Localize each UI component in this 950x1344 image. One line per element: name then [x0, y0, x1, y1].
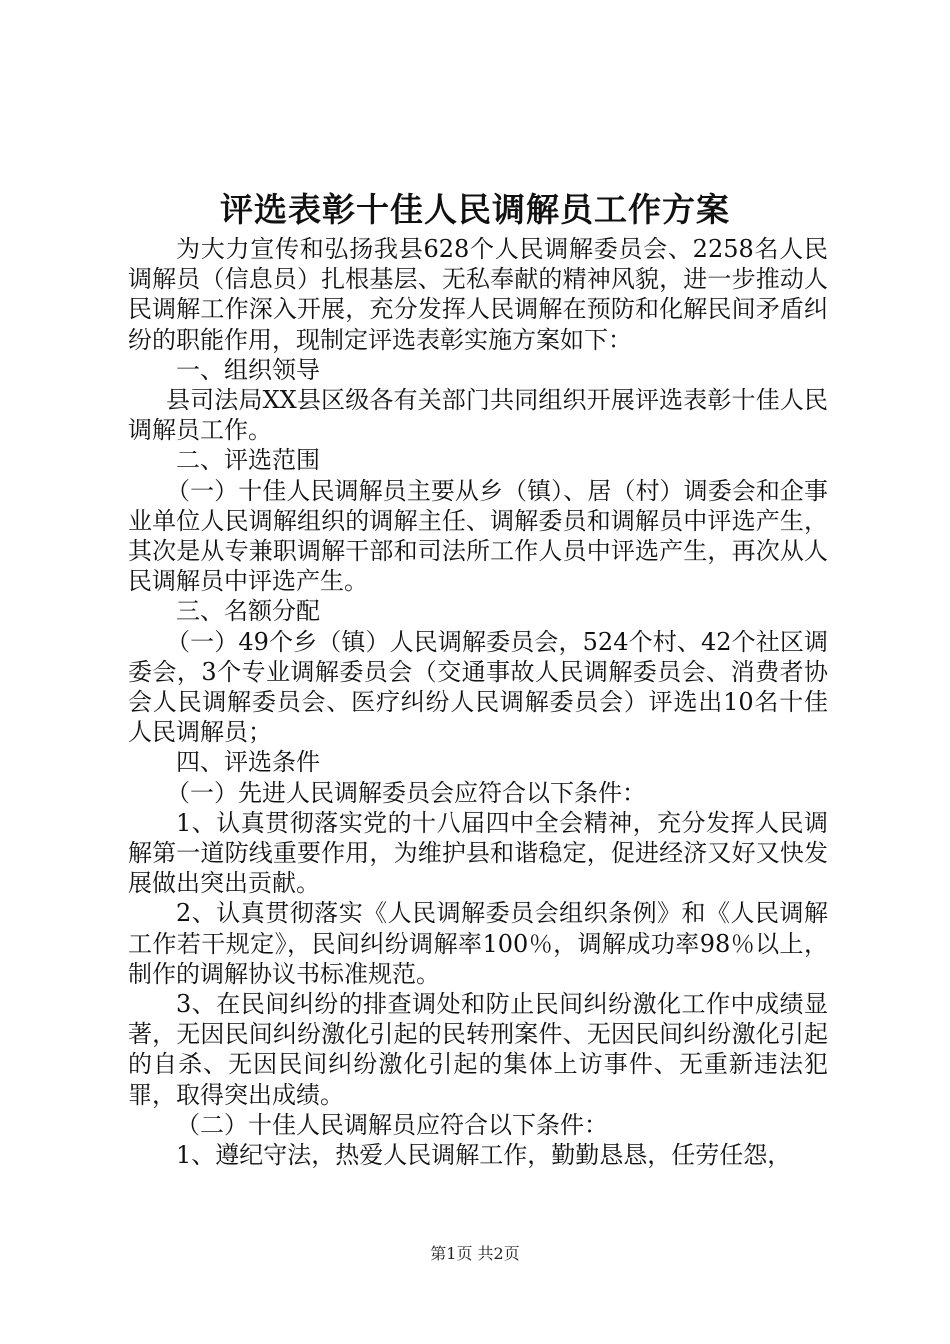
page-footer: 第1页 共2页: [430, 1244, 520, 1263]
section-heading-2: 二、评选范围: [176, 446, 320, 475]
paragraph-organization: 县司法局XX县区级各有关部门共同组织开展评选表彰十佳人民调解员工作。: [128, 386, 828, 445]
condition-item-3: 3、在民间纠纷的排查调处和防止民间纠纷激化工作中成绩显著，无因民间纠纷激化引起的民转刑案件、无因民间纠纷激化引起的自杀、无因民间纠纷激化引起的集体上访事件、无重新违法犯罪，取得突出成绩。: [128, 990, 828, 1109]
section-heading-4: 四、评选条件: [176, 748, 320, 777]
document-body: [128, 234, 828, 1170]
subsection-heading-mediator: （二）十佳人民调解员应符合以下条件：: [176, 1110, 608, 1139]
document-title: 评选表彰十佳人民调解员工作方案: [220, 190, 730, 229]
intro-paragraph: 为大力宣传和弘扬我县628个人民调解委员会、2258名人民调解员（信息员）扎根基层、无私奉献的精神风貌，进一步推动人民调解工作深入开展，充分发挥人民调解在预防和化解民间矛盾纠纷的职能作用，现制定评选表彰实施方案如下：: [128, 235, 828, 354]
paragraph-quota: （一）49个乡（镇）人民调解委员会，524个村、42个社区调委会，3个专业调解委员会（交通事故人民调解委员会、消费者协会人民调解委员会、医疗纠纷人民调解委员会）评选出10名十佳人民调解员；: [128, 627, 828, 747]
section-heading-1: 一、组织领导: [176, 355, 320, 384]
paragraph-scope: （一）十佳人民调解员主要从乡（镇）、居（村）调委会和企事业单位人民调解组织的调解主任、调解委员和调解员中评选产生，其次是从专兼职调解干部和司法所工作人员中评选产生，再次从人民调解员中评选产生。: [128, 476, 828, 596]
subsection-heading-committee: （一）先进人民调解委员会应符合以下条件：: [166, 778, 646, 807]
condition-item-2: 2、认真贯彻落实《人民调解委员会组织条例》和《人民调解工作若干规定》，民间纠纷调解率100％，调解成功率98％以上，制作的调解协议书标准规范。: [128, 899, 828, 988]
section-heading-3: 三、名额分配: [176, 597, 320, 626]
mediator-condition-item-1: 1、遵纪守法，热爱人民调解工作，勤勤恳恳，任劳任怨，: [176, 1141, 792, 1170]
condition-item-1: 1、认真贯彻落实党的十八届四中全会精神，充分发挥人民调解第一道防线重要作用，为维护县和谐稳定，促进经济又好又快发展做出突出贡献。: [128, 808, 828, 898]
